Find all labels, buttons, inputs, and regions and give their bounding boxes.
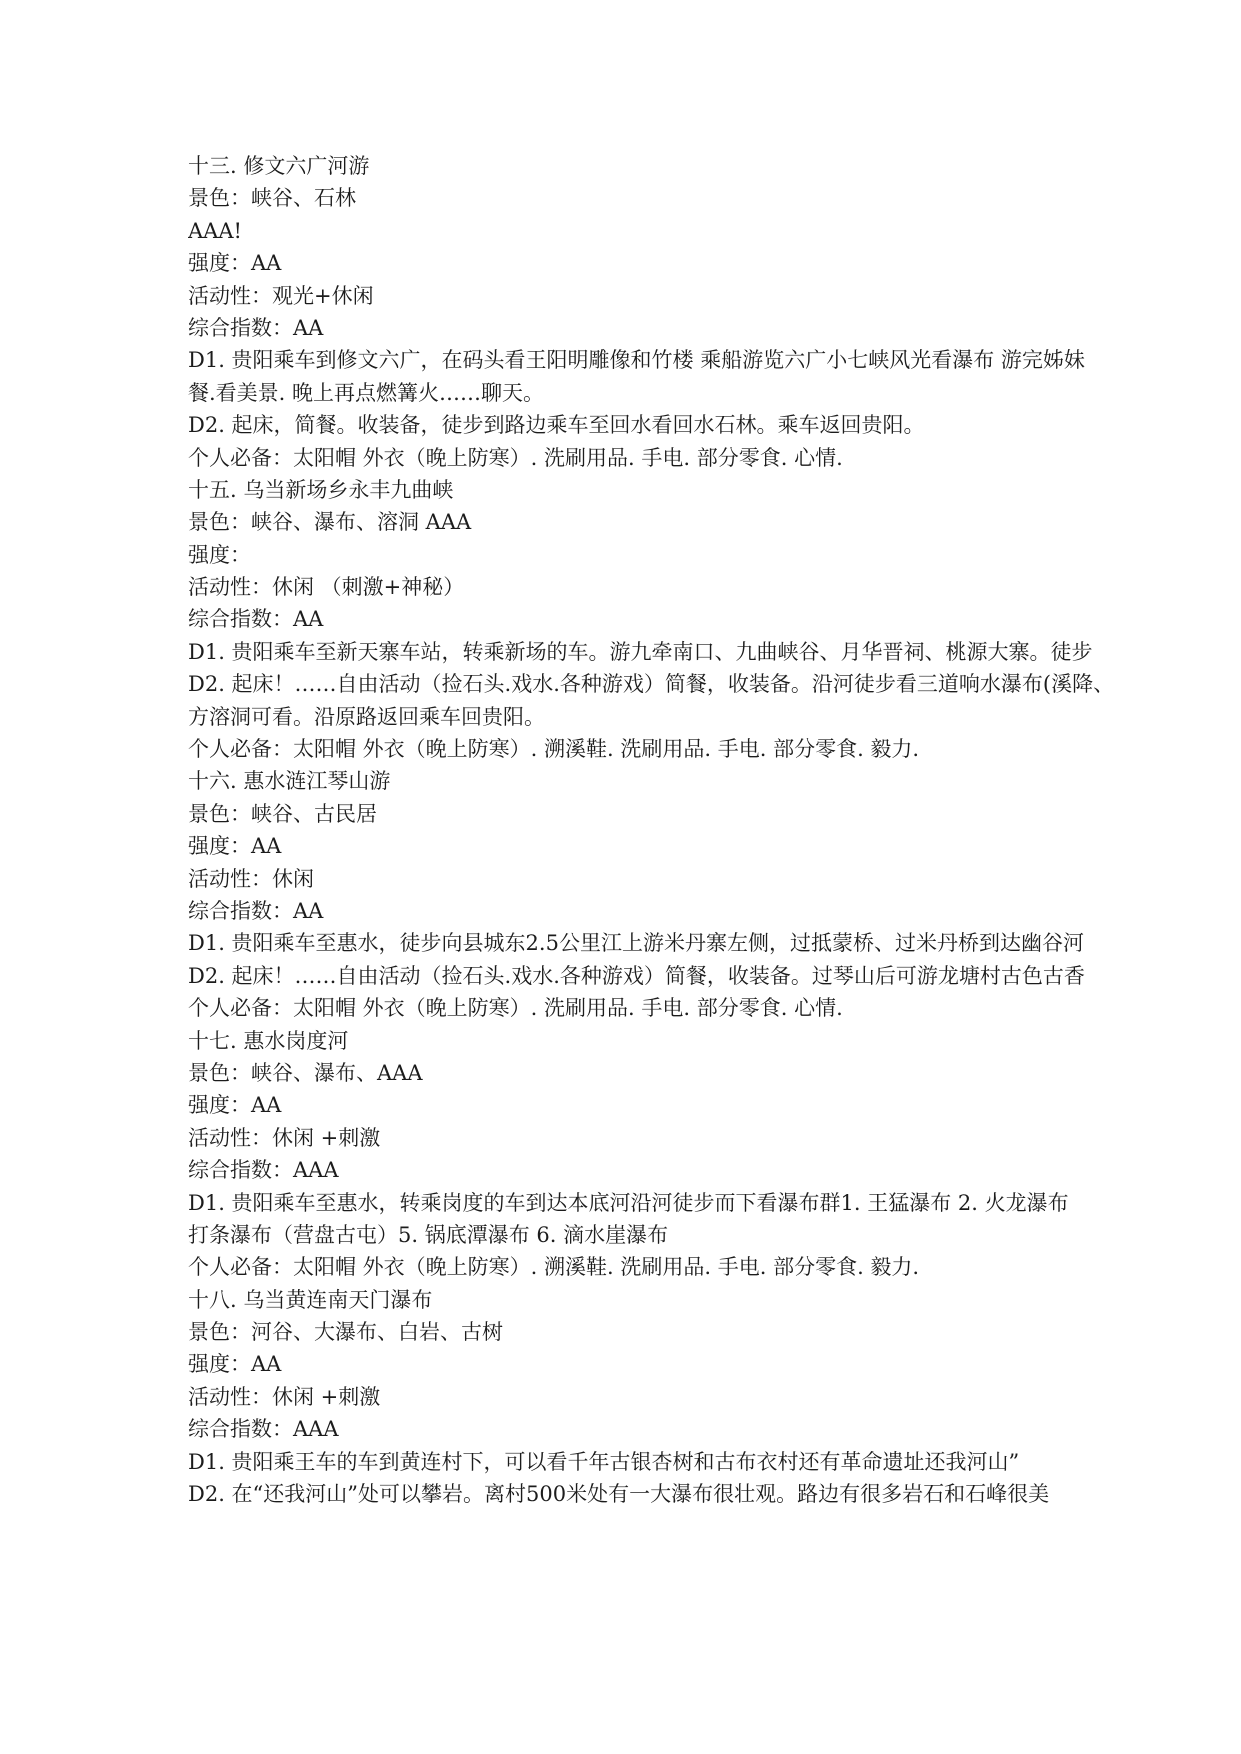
intensity-line: 强度：AA <box>188 1352 282 1377</box>
day1-line: D1. 贵阳乘车至惠水，徒步向县城东2.5公里江上游米丹寨左侧，过抵蒙桥、过米丹桥到达幽谷河 <box>188 931 1084 956</box>
activity-line: 活动性：观光+休闲 <box>188 283 374 308</box>
activity-line: 活动性：休闲 <box>188 866 314 891</box>
day1-line: D1. 贵阳乘车至新天寨车站，转乘新场的车。游九牵南口、九曲峡谷、月华晋祠、桃源大寨。徒步 <box>188 639 1093 664</box>
day1-line: D1. 贵阳乘王车的车到黄连村下，可以看千年古银杏树和古布衣村还有革命遗址还我河山” <box>188 1449 1020 1474</box>
intensity-line: 强度： <box>188 542 251 567</box>
personal-gear-line: 个人必备：太阳帽 外衣（晚上防寒）. 洗刷用品. 手电. 部分零食. 心情. <box>188 445 843 470</box>
day1-continued-line: 打条瀑布（营盘古屯）5. 锅底潭瀑布 6. 滴水崖瀑布 <box>188 1222 669 1247</box>
section-heading: 十五. 乌当新场乡永丰九曲峡 <box>188 477 454 502</box>
intensity-line: 强度：AA <box>188 1093 282 1118</box>
day1-line: D1. 贵阳乘车到修文六广，在码头看王阳明雕像和竹楼 乘船游览六广小七峡风光看瀑布 游完姊妹 <box>188 348 1085 373</box>
overall-index-line: 综合指数：AA <box>188 898 324 923</box>
section-heading: 十六. 惠水涟江琴山游 <box>188 769 391 794</box>
day1-continued-line: 餐.看美景. 晚上再点燃篝火……聊天。 <box>188 380 545 405</box>
day2-line: D2. 起床，简餐。收装备，徒步到路边乘车至回水看回水石林。乘车返回贵阳。 <box>188 413 925 438</box>
scenery-line: 景色：河谷、大瀑布、白岩、古树 <box>188 1320 503 1345</box>
day2-line: D2. 在“还我河山”处可以攀岩。离村500米处有一大瀑布很壮观。路边有很多岩石和石峰很美 <box>188 1482 1050 1507</box>
activity-line: 活动性：休闲 +刺激 <box>188 1125 381 1150</box>
personal-gear-line: 个人必备：太阳帽 外衣（晚上防寒）. 溯溪鞋. 洗刷用品. 手电. 部分零食. 毅力. <box>188 737 920 762</box>
day2-continued-line: 方溶洞可看。沿原路返回乘车回贵阳。 <box>188 704 545 729</box>
day2-line: D2. 起床！……自由活动（捡石头.戏水.各种游戏）简餐，收装备。过琴山后可游龙塘村古色古香 <box>188 963 1085 988</box>
day2-line: D2. 起床！……自由活动（捡石头.戏水.各种游戏）简餐，收装备。沿河徒步看三道响水瀑布(溪降、 <box>188 672 1115 697</box>
intensity-line: 强度：AA <box>188 251 282 276</box>
section-heading: 十八. 乌当黄连南天门瀑布 <box>188 1287 433 1312</box>
scenery-line: 景色：峡谷、古民居 <box>188 801 377 826</box>
overall-index-line: 综合指数：AA <box>188 315 324 340</box>
scenery-line: 景色：峡谷、石林 <box>188 186 356 211</box>
overall-index-line: 综合指数：AAA <box>188 1417 339 1442</box>
personal-gear-line: 个人必备：太阳帽 外衣（晚上防寒）. 溯溪鞋. 洗刷用品. 手电. 部分零食. 毅力. <box>188 1255 920 1280</box>
document-body <box>188 150 1241 1510</box>
intensity-line: 强度：AA <box>188 834 282 859</box>
day1-line: D1. 贵阳乘车至惠水，转乘岗度的车到达本底河沿河徒步而下看瀑布群1. 王猛瀑布 2. 火龙瀑布 <box>188 1190 1069 1215</box>
overall-index-line: 综合指数：AAA <box>188 1158 339 1183</box>
section-heading: 十三. 修文六广河游 <box>188 154 370 178</box>
rating-line: AAA! <box>188 218 242 243</box>
activity-line: 活动性：休闲 （刺激+神秘） <box>188 575 465 600</box>
scenery-line: 景色：峡谷、瀑布、AAA <box>188 1060 423 1085</box>
personal-gear-line: 个人必备：太阳帽 外衣（晚上防寒）. 洗刷用品. 手电. 部分零食. 心情. <box>188 996 843 1021</box>
section-heading: 十七. 惠水岗度河 <box>188 1028 349 1053</box>
activity-line: 活动性：休闲 +刺激 <box>188 1384 381 1409</box>
scenery-line: 景色：峡谷、瀑布、溶洞 AAA <box>188 510 472 535</box>
overall-index-line: 综合指数：AA <box>188 607 324 632</box>
